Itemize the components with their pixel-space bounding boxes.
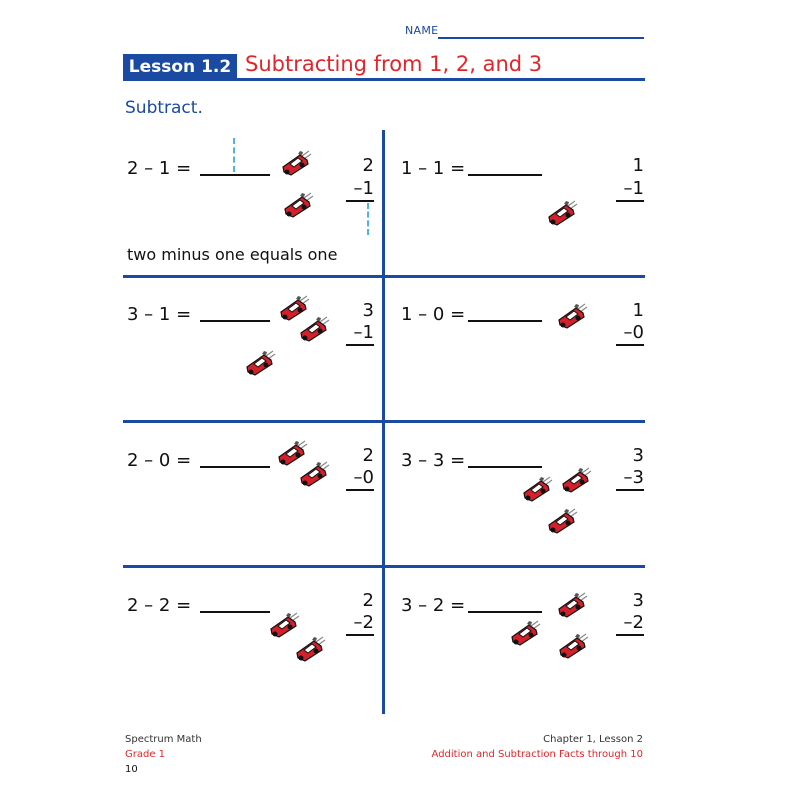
problem-7-answer-blank[interactable] xyxy=(200,611,270,613)
problem-5-top: 2 xyxy=(362,445,374,466)
problem-4-top: 1 xyxy=(632,300,644,321)
problem-4-bottom: –0 xyxy=(623,322,644,343)
race-car-icon xyxy=(268,612,300,638)
problem-4-answer-blank[interactable] xyxy=(468,320,542,322)
header-rule xyxy=(123,78,645,81)
race-car-icon xyxy=(298,461,330,487)
problem-1-bar xyxy=(346,200,374,202)
race-car-icon xyxy=(294,636,326,662)
race-car-icon xyxy=(556,303,588,329)
grid-row-divider-1 xyxy=(123,275,645,278)
problem-2-bar xyxy=(616,200,644,202)
problem-2-horizontal: 1 – 1 = xyxy=(401,158,466,179)
problem-1-top: 2 xyxy=(362,155,374,176)
race-car-icon xyxy=(244,350,276,376)
race-car-icon xyxy=(282,192,314,218)
problem-6-answer-blank[interactable] xyxy=(468,466,542,468)
grid-row-divider-2 xyxy=(123,420,645,423)
name-label: NAME xyxy=(405,24,439,37)
problem-1-bottom: –1 xyxy=(353,178,374,199)
problem-5-bar xyxy=(346,489,374,491)
problem-4-horizontal: 1 – 0 = xyxy=(401,304,466,325)
footer-grade: Grade 1 xyxy=(125,749,166,760)
problem-8-bar xyxy=(616,634,644,636)
race-car-icon xyxy=(521,476,553,502)
problem-8-answer-blank[interactable] xyxy=(468,611,542,613)
race-car-icon xyxy=(546,200,578,226)
problem-2-top: 1 xyxy=(632,155,644,176)
race-car-icon xyxy=(509,620,541,646)
problem-3-bottom: –1 xyxy=(353,322,374,343)
example-sentence: two minus one equals one xyxy=(127,245,338,264)
problem-4-bar xyxy=(616,344,644,346)
problem-6-top: 3 xyxy=(632,445,644,466)
problem-7-bottom: –2 xyxy=(353,612,374,633)
grid-row-divider-3 xyxy=(123,565,645,568)
problem-2-answer-blank[interactable] xyxy=(468,174,542,176)
problem-5-answer-blank[interactable] xyxy=(200,466,270,468)
lesson-badge: Lesson 1.2 xyxy=(123,54,237,81)
problem-2-bottom: –1 xyxy=(623,178,644,199)
problem-3-top: 3 xyxy=(362,300,374,321)
problem-3-bar xyxy=(346,344,374,346)
instruction: Subtract. xyxy=(125,98,203,118)
problem-5-horizontal: 2 – 0 = xyxy=(127,450,192,471)
footer-series: Spectrum Math xyxy=(125,734,202,745)
problem-1-answer-blank[interactable] xyxy=(200,174,270,176)
problem-7-horizontal: 2 – 2 = xyxy=(127,595,192,616)
problem-6-bottom: –3 xyxy=(623,467,644,488)
footer-chapter: Chapter 1, Lesson 2 xyxy=(543,734,643,745)
problem-7-top: 2 xyxy=(362,590,374,611)
race-car-icon xyxy=(556,592,588,618)
footer-topic: Addition and Subtraction Facts through 10 xyxy=(431,749,643,760)
race-car-icon xyxy=(560,467,592,493)
problem-7-bar xyxy=(346,634,374,636)
problem-1-answer-trace xyxy=(233,138,235,172)
lesson-title: Subtracting from 1, 2, and 3 xyxy=(245,52,543,76)
problem-6-horizontal: 3 – 3 = xyxy=(401,450,466,471)
problem-3-horizontal: 3 – 1 = xyxy=(127,304,192,325)
problem-1-horizontal: 2 – 1 = xyxy=(127,158,192,179)
page-number: 10 xyxy=(125,764,138,775)
race-car-icon xyxy=(546,508,578,534)
race-car-icon xyxy=(557,633,589,659)
name-line[interactable] xyxy=(438,37,644,39)
race-car-icon xyxy=(298,316,330,342)
problem-8-horizontal: 3 – 2 = xyxy=(401,595,466,616)
race-car-icon xyxy=(280,150,312,176)
problem-8-top: 3 xyxy=(632,590,644,611)
problem-1-vertical-answer-trace xyxy=(367,203,369,235)
problem-8-bottom: –2 xyxy=(623,612,644,633)
problem-3-answer-blank[interactable] xyxy=(200,320,270,322)
problem-6-bar xyxy=(616,489,644,491)
problem-5-bottom: –0 xyxy=(353,467,374,488)
